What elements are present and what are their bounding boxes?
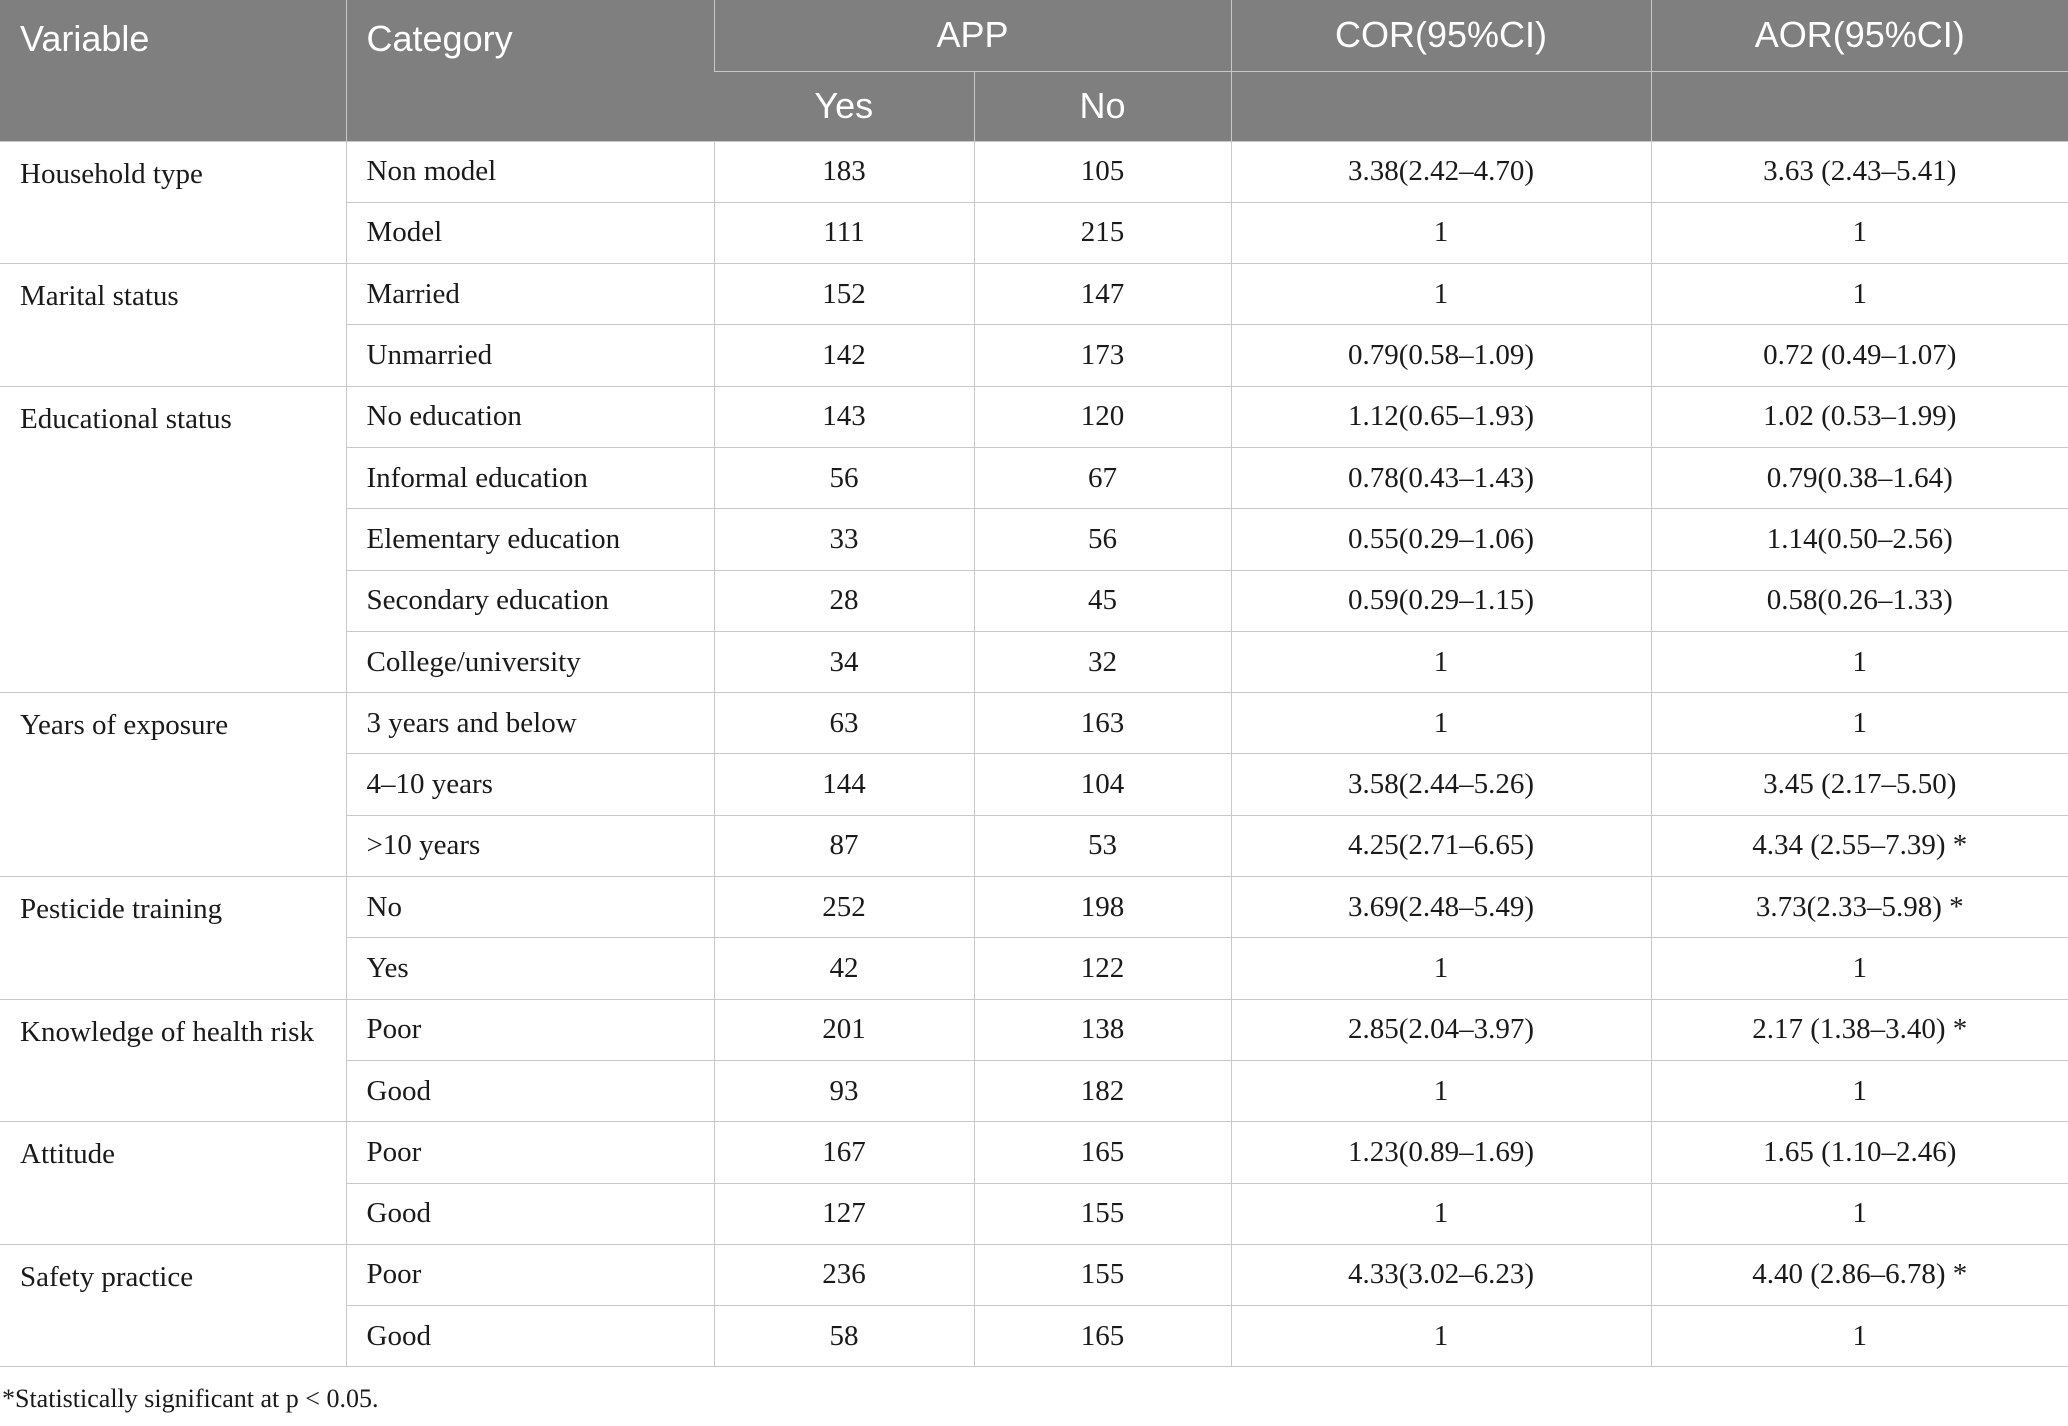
aor-cell: 0.79(0.38–1.64): [1651, 447, 2068, 508]
category-cell: Poor: [346, 1244, 714, 1305]
cor-cell: 0.79(0.58–1.09): [1231, 325, 1651, 386]
aor-cell: 1: [1651, 264, 2068, 325]
cor-cell: 1: [1231, 631, 1651, 692]
aor-cell: 0.58(0.26–1.33): [1651, 570, 2068, 631]
header-aor: AOR(95%CI): [1651, 0, 2068, 71]
app-yes-cell: 58: [714, 1306, 974, 1367]
aor-cell: 4.40 (2.86–6.78) *: [1651, 1244, 2068, 1305]
aor-cell: 1: [1651, 1306, 2068, 1367]
app-no-cell: 155: [974, 1183, 1231, 1244]
cor-cell: 3.38(2.42–4.70): [1231, 141, 1651, 202]
category-cell: Informal education: [346, 447, 714, 508]
variable-cell: Household type: [0, 141, 346, 264]
app-no-cell: 56: [974, 509, 1231, 570]
aor-cell: 3.63 (2.43–5.41): [1651, 141, 2068, 202]
aor-cell: 1.14(0.50–2.56): [1651, 509, 2068, 570]
app-yes-cell: 142: [714, 325, 974, 386]
table-row: [0, 999, 2068, 1060]
app-yes-cell: 143: [714, 386, 974, 447]
category-cell: Non model: [346, 141, 714, 202]
aor-cell: 4.34 (2.55–7.39) *: [1651, 815, 2068, 876]
aor-cell: 2.17 (1.38–3.40) *: [1651, 999, 2068, 1060]
category-cell: Good: [346, 1183, 714, 1244]
variable-cell: Educational status: [0, 386, 346, 692]
variable-cell: Attitude: [0, 1122, 346, 1245]
aor-cell: 0.72 (0.49–1.07): [1651, 325, 2068, 386]
app-yes-cell: 183: [714, 141, 974, 202]
aor-cell: 1: [1651, 202, 2068, 263]
category-cell: Married: [346, 264, 714, 325]
table-row: [0, 877, 2068, 938]
footnote: *Statistically significant at p < 0.05.: [2, 1384, 379, 1413]
app-no-cell: 147: [974, 264, 1231, 325]
app-no-cell: 67: [974, 447, 1231, 508]
variable-cell: Knowledge of health risk: [0, 999, 346, 1122]
app-yes-cell: 93: [714, 1060, 974, 1121]
app-yes-cell: 87: [714, 815, 974, 876]
aor-cell: 3.73(2.33–5.98) *: [1651, 877, 2068, 938]
app-yes-cell: 42: [714, 938, 974, 999]
cor-cell: 1: [1231, 938, 1651, 999]
table-row: [0, 141, 2068, 202]
app-yes-cell: 34: [714, 631, 974, 692]
app-no-cell: 215: [974, 202, 1231, 263]
aor-cell: 1: [1651, 938, 2068, 999]
aor-cell: 1: [1651, 1183, 2068, 1244]
aor-cell: 1.02 (0.53–1.99): [1651, 386, 2068, 447]
cor-cell: 1: [1231, 1306, 1651, 1367]
category-cell: College/university: [346, 631, 714, 692]
header-yes: Yes: [714, 71, 974, 141]
app-no-cell: 53: [974, 815, 1231, 876]
table-row: [0, 386, 2068, 447]
category-cell: Yes: [346, 938, 714, 999]
app-yes-cell: 252: [714, 877, 974, 938]
category-cell: >10 years: [346, 815, 714, 876]
table-row: [0, 1122, 2068, 1183]
category-cell: 4–10 years: [346, 754, 714, 815]
app-no-cell: 165: [974, 1122, 1231, 1183]
variable-cell: Marital status: [0, 264, 346, 387]
app-yes-cell: 63: [714, 693, 974, 754]
table-header: [0, 0, 2068, 141]
app-no-cell: 120: [974, 386, 1231, 447]
header-category: Category: [346, 0, 714, 141]
table-body: [0, 141, 2068, 1367]
variable-cell: Pesticide training: [0, 877, 346, 1000]
category-cell: Unmarried: [346, 325, 714, 386]
app-yes-cell: 127: [714, 1183, 974, 1244]
category-cell: 3 years and below: [346, 693, 714, 754]
cor-cell: 1: [1231, 202, 1651, 263]
header-no: No: [974, 71, 1231, 141]
header-variable: Variable: [0, 0, 346, 141]
cor-cell: 1: [1231, 1060, 1651, 1121]
category-cell: Poor: [346, 1122, 714, 1183]
app-no-cell: 104: [974, 754, 1231, 815]
app-no-cell: 165: [974, 1306, 1231, 1367]
aor-cell: 3.45 (2.17–5.50): [1651, 754, 2068, 815]
app-yes-cell: 152: [714, 264, 974, 325]
cor-cell: 3.58(2.44–5.26): [1231, 754, 1651, 815]
app-yes-cell: 28: [714, 570, 974, 631]
app-no-cell: 155: [974, 1244, 1231, 1305]
cor-cell: 1: [1231, 264, 1651, 325]
header-aor-blank: [1651, 71, 2068, 141]
header-cor: COR(95%CI): [1231, 0, 1651, 71]
header-app: APP: [714, 0, 1231, 71]
app-no-cell: 182: [974, 1060, 1231, 1121]
aor-cell: 1: [1651, 631, 2068, 692]
app-yes-cell: 33: [714, 509, 974, 570]
category-cell: Elementary education: [346, 509, 714, 570]
aor-cell: 1: [1651, 693, 2068, 754]
cor-cell: 2.85(2.04–3.97): [1231, 999, 1651, 1060]
cor-cell: 0.78(0.43–1.43): [1231, 447, 1651, 508]
cor-cell: 0.59(0.29–1.15): [1231, 570, 1651, 631]
app-no-cell: 173: [974, 325, 1231, 386]
app-yes-cell: 111: [714, 202, 974, 263]
app-yes-cell: 144: [714, 754, 974, 815]
header-cor-blank: [1231, 71, 1651, 141]
cor-cell: 1: [1231, 693, 1651, 754]
app-yes-cell: 201: [714, 999, 974, 1060]
app-yes-cell: 56: [714, 447, 974, 508]
cor-cell: 1.12(0.65–1.93): [1231, 386, 1651, 447]
aor-cell: 1: [1651, 1060, 2068, 1121]
app-yes-cell: 167: [714, 1122, 974, 1183]
app-no-cell: 122: [974, 938, 1231, 999]
variable-cell: Safety practice: [0, 1244, 346, 1367]
category-cell: Poor: [346, 999, 714, 1060]
category-cell: Good: [346, 1306, 714, 1367]
app-no-cell: 163: [974, 693, 1231, 754]
category-cell: Model: [346, 202, 714, 263]
app-no-cell: 32: [974, 631, 1231, 692]
category-cell: Good: [346, 1060, 714, 1121]
app-no-cell: 105: [974, 141, 1231, 202]
table-row: [0, 264, 2068, 325]
variable-cell: Years of exposure: [0, 693, 346, 877]
app-no-cell: 45: [974, 570, 1231, 631]
category-cell: Secondary education: [346, 570, 714, 631]
app-no-cell: 138: [974, 999, 1231, 1060]
app-no-cell: 198: [974, 877, 1231, 938]
cor-cell: 1: [1231, 1183, 1651, 1244]
app-yes-cell: 236: [714, 1244, 974, 1305]
cor-cell: 1.23(0.89–1.69): [1231, 1122, 1651, 1183]
table-row: [0, 693, 2068, 754]
table-row: [0, 1244, 2068, 1305]
cor-cell: 3.69(2.48–5.49): [1231, 877, 1651, 938]
cor-cell: 0.55(0.29–1.06): [1231, 509, 1651, 570]
category-cell: No education: [346, 386, 714, 447]
cor-cell: 4.25(2.71–6.65): [1231, 815, 1651, 876]
category-cell: No: [346, 877, 714, 938]
cor-cell: 4.33(3.02–6.23): [1231, 1244, 1651, 1305]
aor-cell: 1.65 (1.10–2.46): [1651, 1122, 2068, 1183]
